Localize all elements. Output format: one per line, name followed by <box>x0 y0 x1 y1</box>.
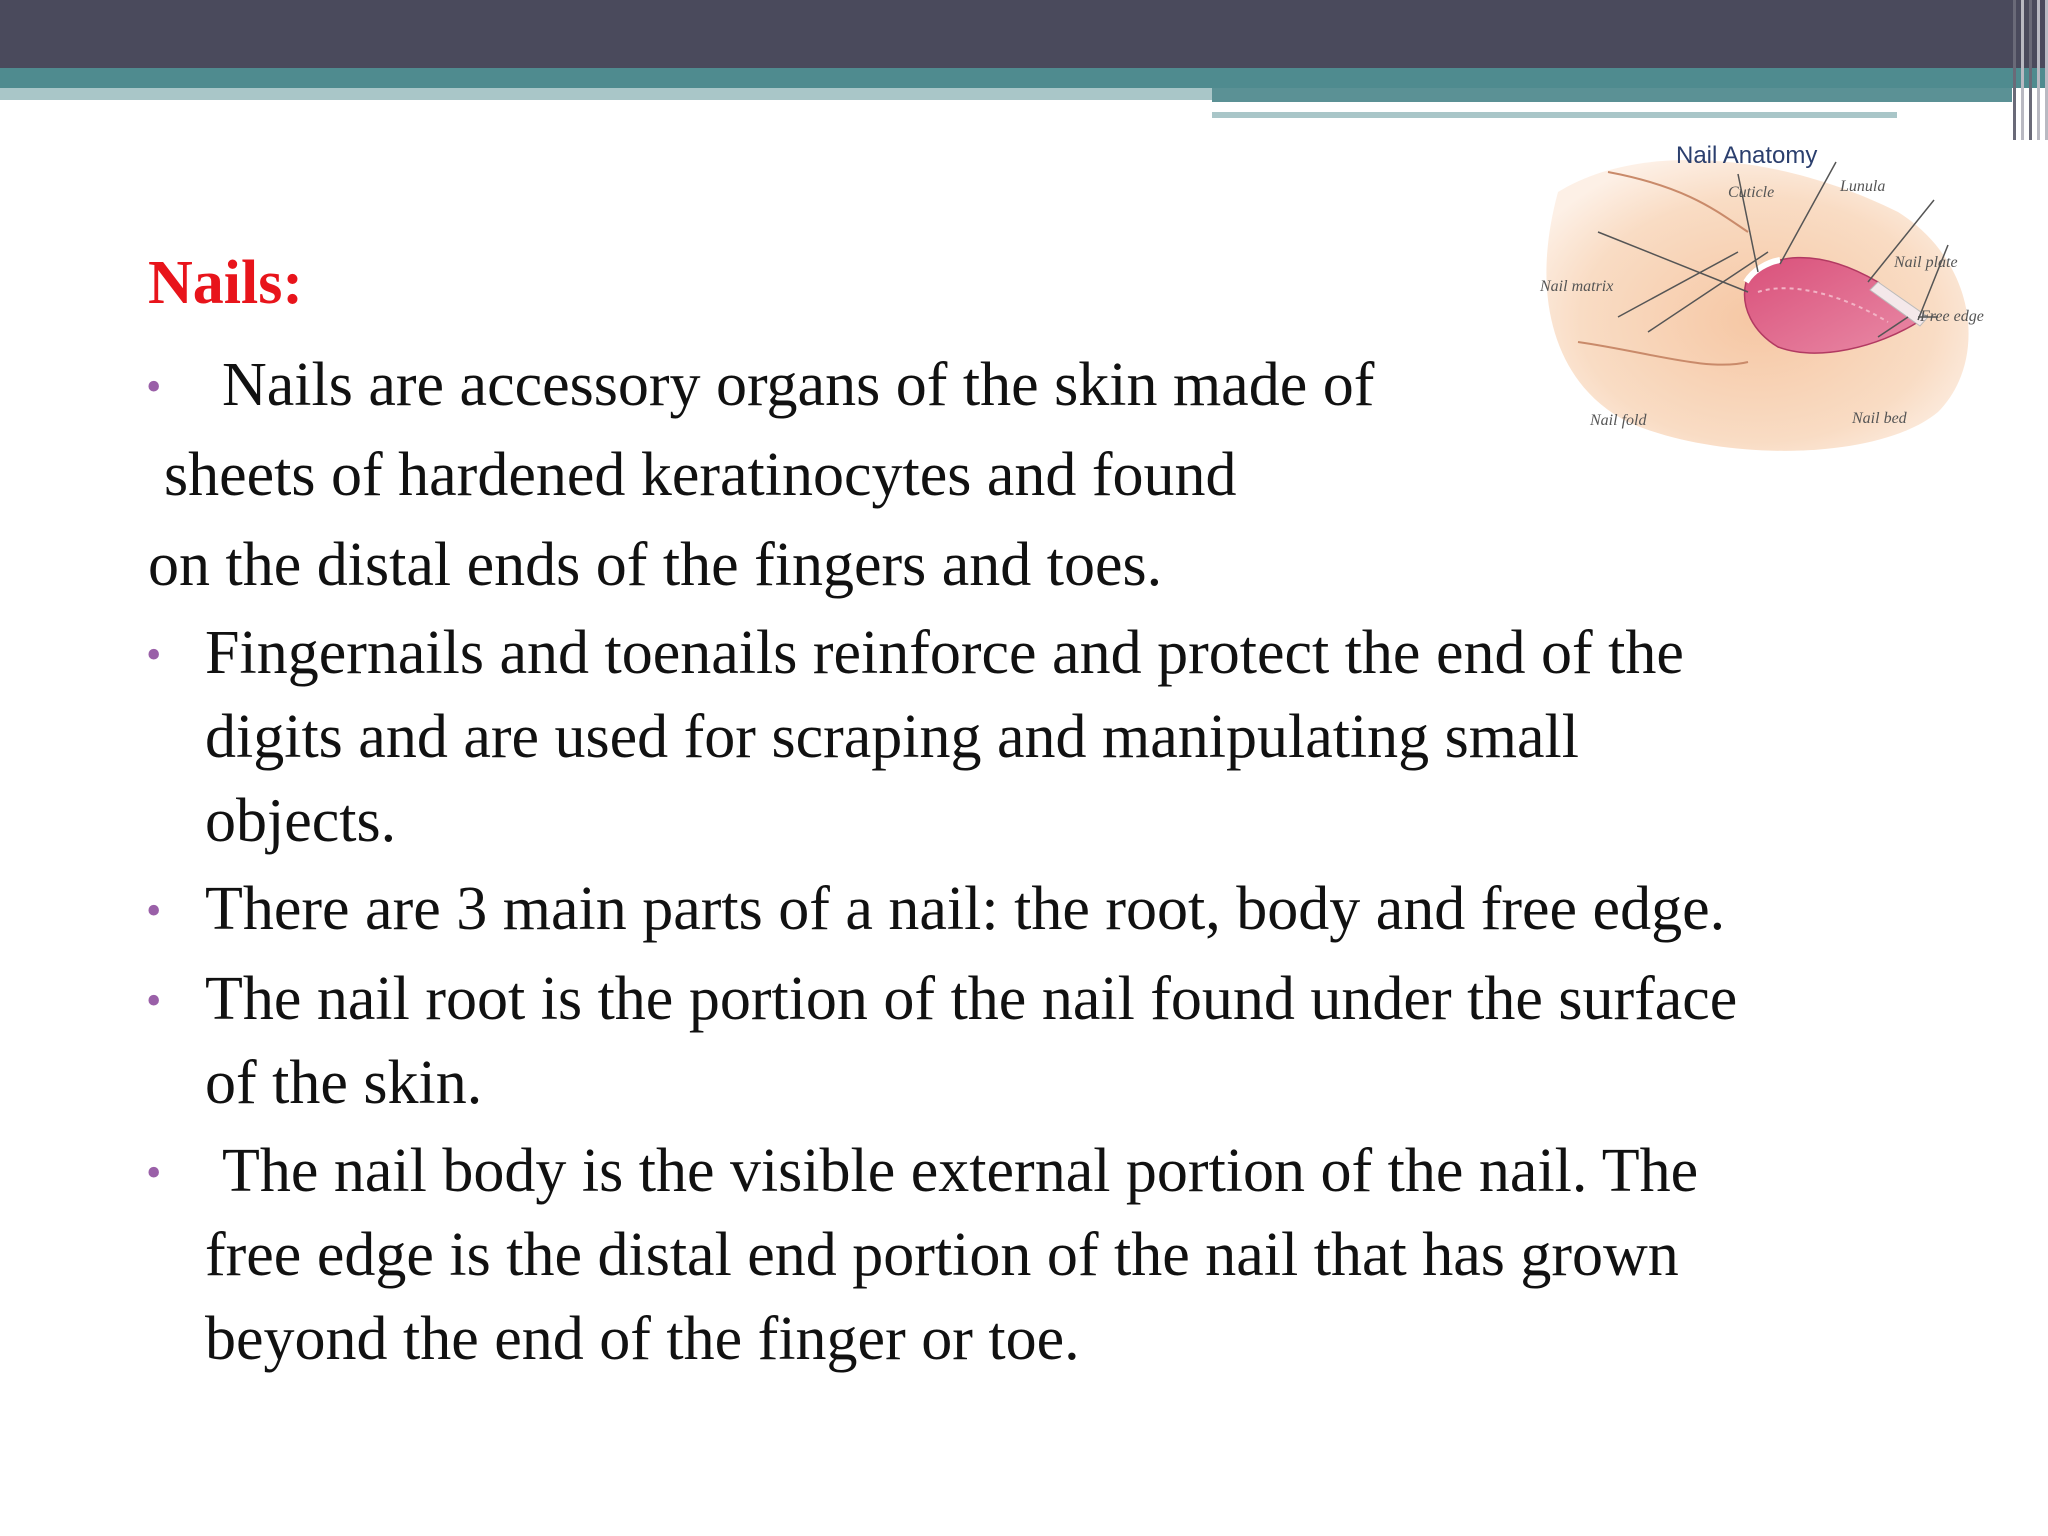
banner-dark-stripe <box>0 0 2048 68</box>
bullet-5-line-1: The nail body is the visible external portion of the nail. The <box>222 1137 1699 1205</box>
bullet-3-line-1: There are 3 main parts of a nail: the root, body and free edge. <box>205 875 1726 943</box>
label-nail-matrix: Nail matrix <box>1540 278 1614 295</box>
banner-vertical-lines <box>1988 0 2048 140</box>
bullet-1-line-3: on the distal ends of the fingers and toes. <box>148 531 1163 599</box>
banner-right-stripe <box>1212 88 2012 102</box>
bullet-2-line-2: digits and are used for scraping and manipulating small <box>205 703 1579 771</box>
bullet-1-line-2: sheets of hardened keratinocytes and found <box>164 441 1237 509</box>
label-nail-bed: Nail bed <box>1852 410 1907 427</box>
label-free-edge: Free edge <box>1920 308 1984 325</box>
bullet-4-line-1: The nail root is the portion of the nail found under the surface <box>205 965 1738 1033</box>
bullet-2-line-3: objects. <box>205 787 397 855</box>
banner-light-stripe <box>0 88 1212 100</box>
slide-heading: Nails: <box>148 249 303 317</box>
label-lunula: Lunula <box>1840 178 1886 195</box>
figure-title: Nail Anatomy <box>1676 142 1818 169</box>
bullet-4-line-2: of the skin. <box>205 1049 483 1117</box>
bullet-marker: • <box>146 976 162 1025</box>
bullet-marker: • <box>146 362 162 411</box>
bullet-marker: • <box>146 886 162 935</box>
label-nail-plate: Nail plate <box>1894 254 1958 271</box>
bullet-2-line-1: Fingernails and toenails reinforce and protect the end of the <box>205 619 1684 687</box>
nail-anatomy-figure <box>1518 132 1998 467</box>
bullet-5-line-3: beyond the end of the finger or toe. <box>205 1305 1080 1373</box>
bullet-marker: • <box>146 1148 162 1197</box>
label-nail-fold: Nail fold <box>1590 412 1647 429</box>
banner-right-thin-stripe <box>1212 112 1897 118</box>
label-cuticle: Cuticle <box>1728 184 1775 201</box>
banner-teal-stripe <box>0 68 2048 88</box>
bullet-1-line-1: Nails are accessory organs of the skin made of <box>222 351 1375 419</box>
bullet-marker: • <box>146 630 162 679</box>
bullet-5-line-2: free edge is the distal end portion of the nail that has grown <box>205 1221 1679 1289</box>
